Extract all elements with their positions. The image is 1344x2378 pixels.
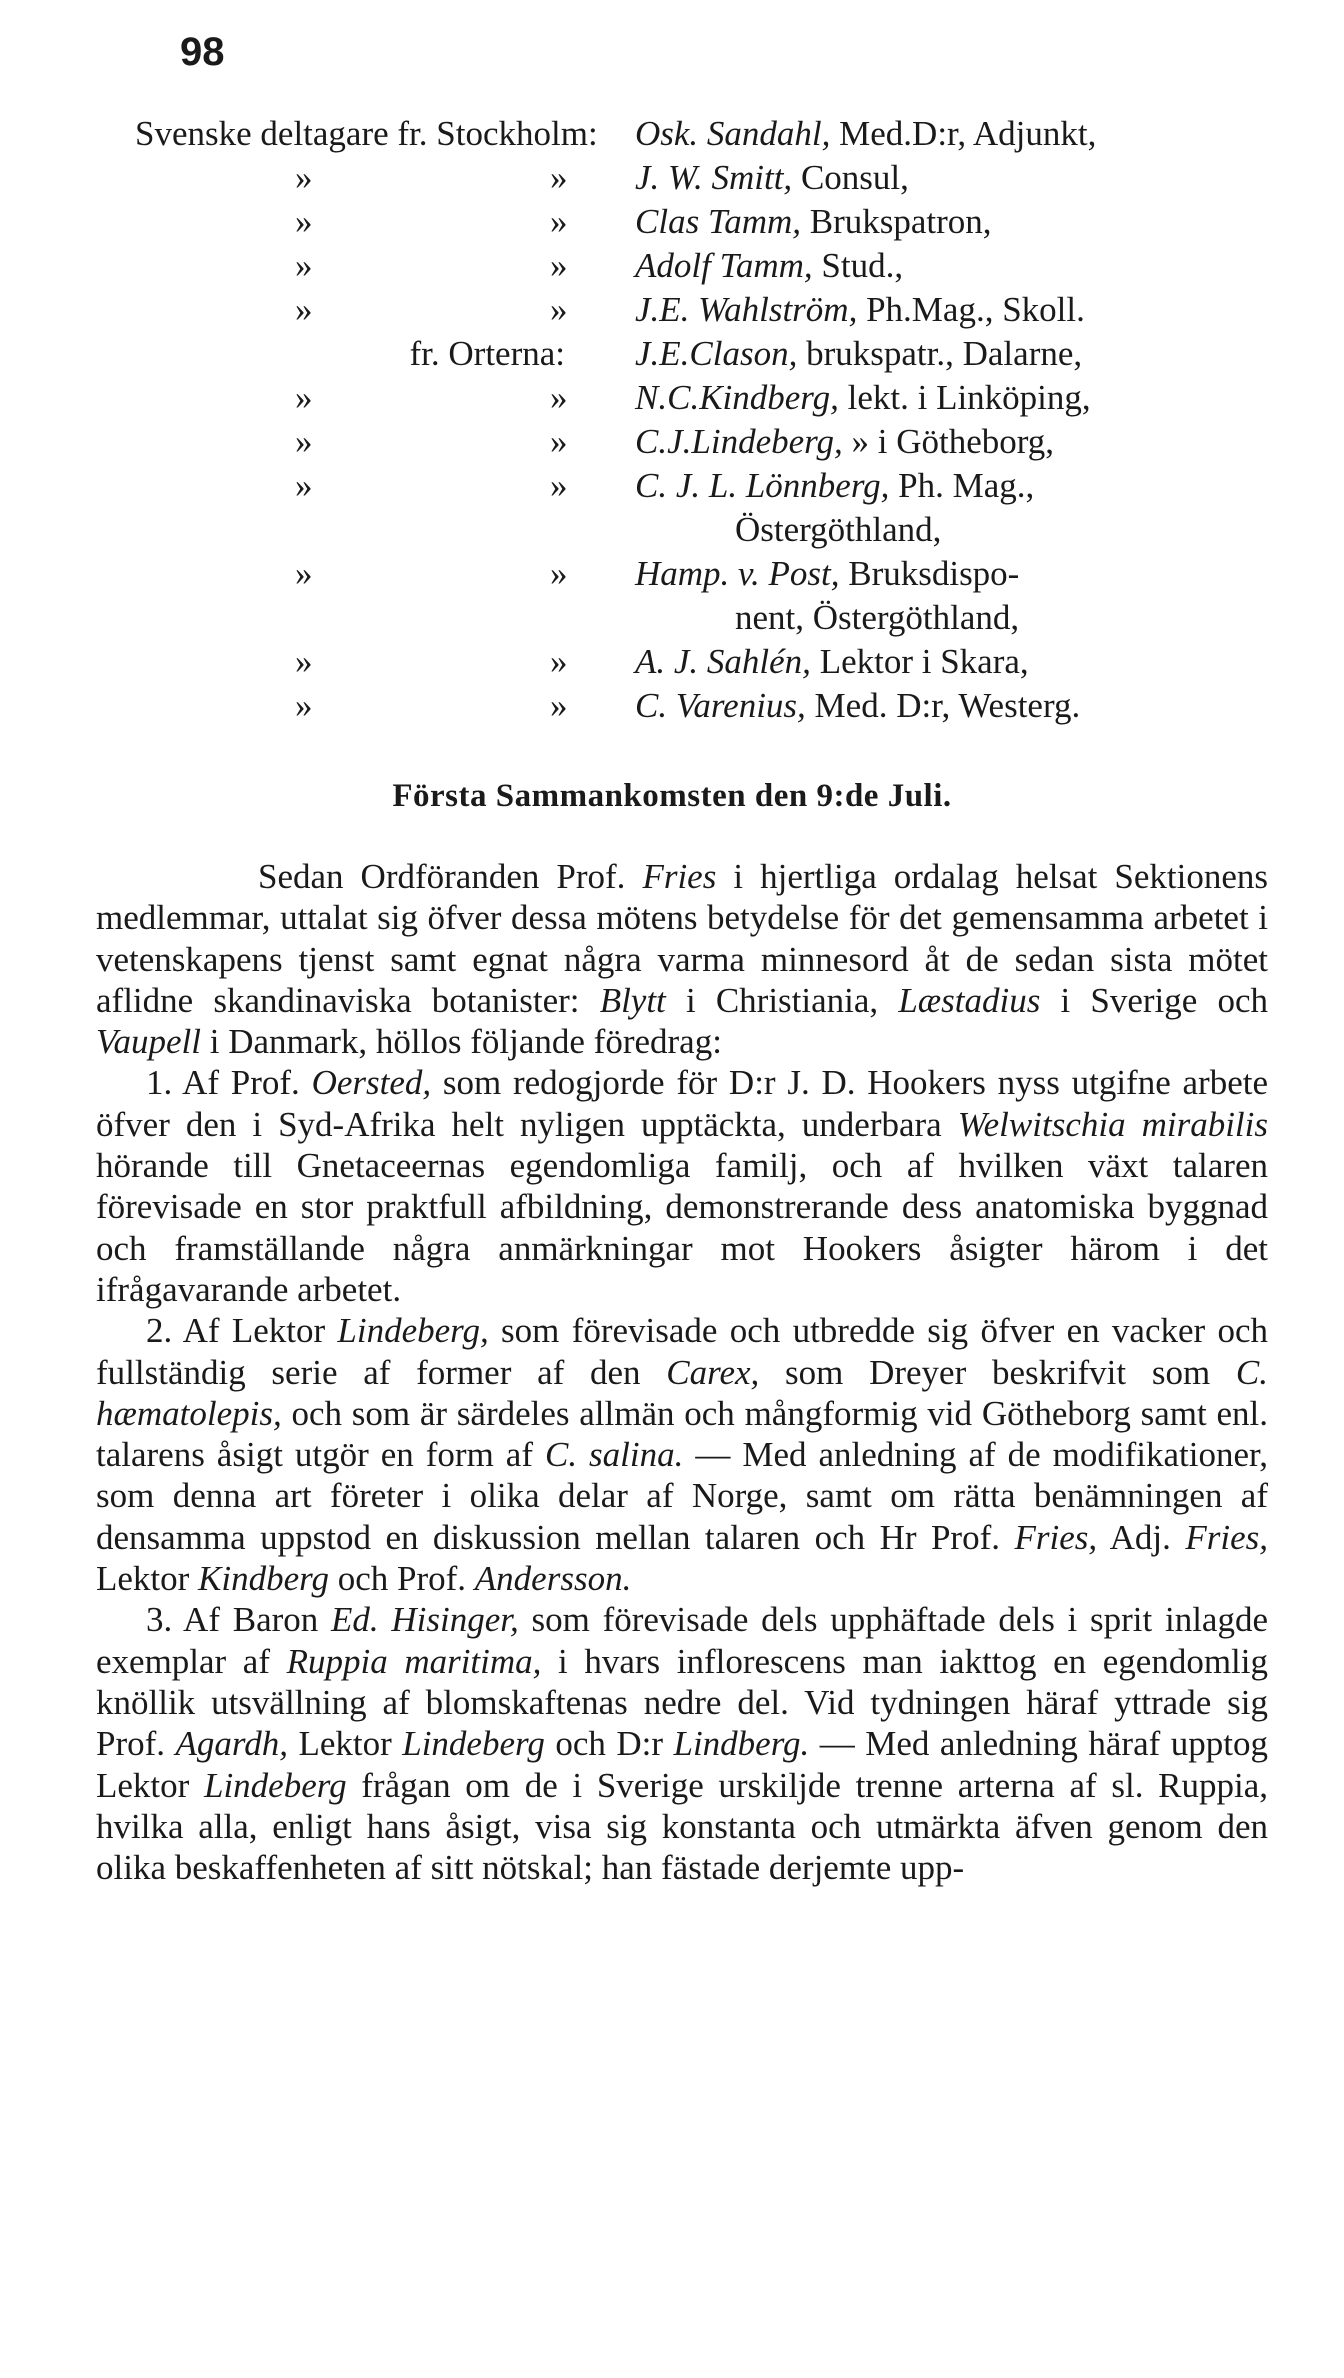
participant-name: J. W. Smitt, — [635, 158, 793, 197]
ditto-mark: » — [550, 378, 568, 417]
italic-name: C. salina. — [544, 1435, 684, 1475]
text-run: 2. Af Lektor — [146, 1311, 338, 1351]
participant-name: Hamp. v. Post, — [635, 554, 840, 593]
text-run: frågan om de i Sverige urskiljde trenne arterna af sl. Ruppia, hvilka alla, enligt hans åsigt, visa sig konstanta och utmärkta äfven genom den olika beskaffenheten af sitt nötskal; han fästade derjemte upp- — [96, 1765, 1268, 1888]
paragraph — [96, 1310, 1268, 1599]
participant-entry — [635, 332, 1082, 376]
participant-name: Osk. Sandahl, — [635, 114, 831, 153]
participant-row — [135, 288, 1315, 332]
participant-row — [135, 508, 1315, 552]
italic-name: Lindeberg — [203, 1765, 347, 1805]
text-run: och Prof. — [328, 1559, 475, 1599]
page-number: 98 — [180, 30, 225, 74]
participant-entry — [635, 684, 1080, 728]
participant-name: Adolf Tamm, — [635, 246, 813, 285]
text-run: Sedan Ordföranden Prof. — [258, 857, 643, 896]
paragraph — [96, 856, 1268, 1062]
ditto-mark: » — [295, 466, 313, 505]
text-run: i hvars inflorescens man iakttog en egendomlig knöllik utsvällning af blomskaftenas nedre del. Vid tydningen häraf yttrade sig Prof. — [96, 1641, 1269, 1764]
participant-entry — [635, 376, 1091, 420]
participant-name: J.E. Wahlström, — [635, 290, 858, 329]
participant-row — [135, 552, 1315, 596]
participant-name: J.E.Clason, — [635, 334, 798, 373]
participant-name: Clas Tamm, — [635, 202, 801, 241]
text-run: hörande till Gnetaceernas egendomliga familj, och af hvilken växt talaren förevisade en stor praktfull afbildning, demonstrerande dess anatomiska byggnad och framställande några anmärkningar mot Hookers åsigter härom i det ifrågavarande arbetet. — [96, 1146, 1268, 1309]
participant-name: N.C.Kindberg, — [635, 378, 839, 417]
text-run: som redogjorde för D:r J. D. Hookers nyss utgifne arbete öfver den i Syd-Afrika helt nyligen upptäckta, underbara — [96, 1063, 1268, 1144]
text-run: och som är särdeles allmän och mångformig vid Götheborg samt enl. talarens åsigt utgör en form af — [96, 1393, 1268, 1475]
ditto-mark: » — [295, 422, 313, 461]
participant-row — [135, 332, 1315, 376]
text-run: Adj. — [1097, 1517, 1186, 1557]
paragraph — [96, 1062, 1268, 1310]
participant-entry — [635, 640, 1029, 684]
text-run: som förevisade dels upphäftade dels i sprit inlagde exemplar af — [96, 1600, 1269, 1681]
text-run: i hjertliga ordalag helsat Sektionens medlemmar, uttalat sig öfver dessa mötens betydelse för det gemensamma arbetet i vetenskapens tjenst samt egnat några varma minnesord åt de sedan sista mötet aflidne skandinaviska botanister: — [96, 857, 1268, 1020]
participant-title: brukspatr., Dalarne, — [797, 334, 1083, 373]
participant-origin: fr. Orterna: — [409, 334, 565, 373]
participant-entry — [635, 244, 903, 288]
italic-name: Oersted, — [311, 1063, 432, 1103]
participant-title: Med. D:r, Westerg. — [805, 686, 1081, 725]
participant-title: Med.D:r, Adjunkt, — [830, 114, 1097, 153]
ditto-mark: » — [550, 422, 568, 461]
italic-name: Carex, — [666, 1352, 760, 1392]
italic-name: Ruppia maritima, — [286, 1641, 542, 1681]
participant-entry — [735, 596, 1019, 640]
ditto-mark: » — [550, 290, 568, 329]
participant-name: C. J. L. Lönnberg, — [635, 466, 890, 505]
ditto-mark: » — [295, 158, 313, 197]
text-run: som förevisade och utbredde sig öfver en vacker och fullständig serie af former af den — [96, 1311, 1268, 1392]
italic-name: Fries, — [1185, 1517, 1268, 1557]
participant-row — [135, 156, 1315, 200]
participant-title: Ph.Mag., Skoll. — [857, 290, 1085, 329]
section-heading: Första Sammankomsten den 9:de Juli. — [392, 778, 952, 814]
text-run: i Christiania, — [665, 980, 899, 1020]
participant-entry — [635, 200, 992, 244]
participant-entry — [635, 288, 1085, 332]
text-run: Lektor — [287, 1724, 403, 1764]
italic-name: Lindberg. — [673, 1724, 810, 1764]
text-run: — Med anledning häraf upptog Lektor — [96, 1724, 1268, 1805]
ditto-mark: » — [295, 246, 313, 285]
participant-origin: Svenske deltagare fr. Stockholm: — [135, 114, 598, 153]
ditto-mark: » — [295, 290, 313, 329]
participant-name: C.J.Lindeberg, — [635, 422, 843, 461]
body-text — [96, 856, 1268, 1888]
participant-title: Östergöthland, — [735, 510, 942, 549]
participant-name: A. J. Sahlén, — [635, 642, 811, 681]
ditto-mark: » — [295, 686, 313, 725]
participant-name: C. Varenius, — [635, 686, 806, 725]
italic-name: Kindberg — [198, 1559, 329, 1599]
text-run: och D:r — [544, 1724, 674, 1764]
ditto-mark: » — [295, 202, 313, 241]
text-run: 3. Af Baron — [146, 1600, 332, 1640]
ditto-mark: » — [550, 202, 568, 241]
ditto-mark: » — [550, 246, 568, 285]
participant-title: nent, Östergöthland, — [735, 598, 1020, 637]
text-run: i Danmark, höllos följande föredrag: — [200, 1022, 722, 1062]
text-run: Lektor — [96, 1559, 199, 1599]
participant-title: Stud., — [812, 246, 904, 285]
participant-title: Lektor i Skara, — [810, 642, 1029, 681]
ditto-mark: » — [550, 466, 568, 505]
participant-row — [135, 376, 1315, 420]
participant-entry — [635, 552, 1019, 596]
text-run: som Dreyer beskrifvit som — [759, 1352, 1236, 1392]
italic-name: Blytt — [599, 980, 666, 1020]
participant-row — [135, 640, 1315, 684]
ditto-mark: » — [550, 686, 568, 725]
participant-row — [135, 596, 1315, 640]
participant-list — [135, 112, 1315, 728]
italic-name: Fries, — [1014, 1517, 1098, 1557]
italic-name: Lindeberg — [402, 1724, 545, 1764]
ditto-mark: » — [550, 158, 568, 197]
participant-title: lekt. i Linköping, — [838, 378, 1091, 417]
participant-entry — [635, 464, 1034, 508]
participant-entry — [635, 420, 1054, 464]
text-run: i Sverige och — [1040, 980, 1268, 1020]
participant-row — [135, 464, 1315, 508]
participant-entry — [735, 508, 941, 552]
participant-row — [135, 200, 1315, 244]
italic-name: Fries — [642, 857, 717, 896]
italic-name: Andersson. — [474, 1559, 632, 1599]
participant-title: » i Götheborg, — [842, 422, 1055, 461]
participant-title: Ph. Mag., — [889, 466, 1035, 505]
text-run: — Med anledning af de modifikationer, som denna art företer i olika delar af Norge, samt om rätta benämningen af densamma uppstod en diskussion mellan talaren och Hr Prof. — [96, 1435, 1269, 1557]
participant-entry — [635, 156, 909, 200]
italic-name: Lindeberg, — [337, 1311, 489, 1351]
participant-title: Consul, — [792, 158, 909, 197]
italic-name: Agardh, — [175, 1724, 288, 1764]
ditto-mark: » — [295, 378, 313, 417]
participant-entry — [635, 112, 1096, 156]
ditto-mark: » — [295, 554, 313, 593]
ditto-mark: » — [550, 554, 568, 593]
participant-row — [135, 420, 1315, 464]
participant-title: Brukspatron, — [801, 202, 992, 241]
participant-row — [135, 684, 1315, 728]
italic-name: C. hæmatolepis, — [96, 1352, 1269, 1433]
italic-name: Ed. Hisinger, — [331, 1600, 519, 1640]
participant-row — [135, 112, 1315, 156]
ditto-mark: » — [550, 642, 568, 681]
paragraph — [96, 1599, 1268, 1888]
italic-name: Læstadius — [898, 980, 1041, 1020]
participant-row — [135, 244, 1315, 288]
italic-name: Welwitschia mirabilis — [957, 1104, 1268, 1144]
participant-title: Bruksdispo- — [839, 554, 1020, 593]
ditto-mark: » — [295, 642, 313, 681]
italic-name: Vaupell — [96, 1022, 201, 1062]
text-run: 1. Af Prof. — [146, 1063, 312, 1103]
